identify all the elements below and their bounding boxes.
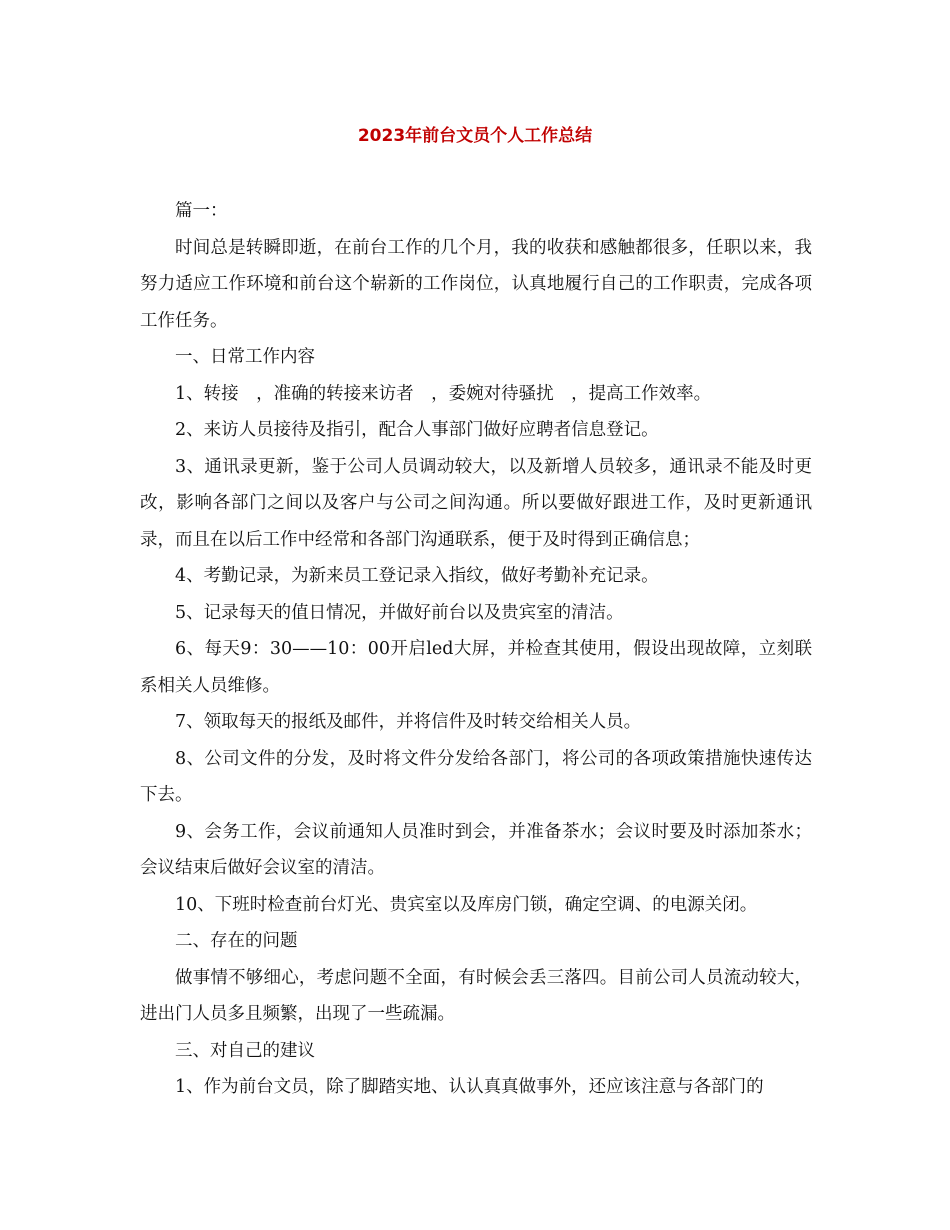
list-item: 1、作为前台文员，除了脚踏实地、认认真真做事外，还应该注意与各部门的 — [175, 1077, 764, 1097]
list-item: 3、通讯录更新，鉴于公司人员调动较大，以及新增人员较多，通讯录不能及时更改，影响各部门之间以及客户与公司之间沟通。所以要做好跟进工作，及时更新通讯录，而且在以后工作中经常和各部门沟通联系，便于及时得到正确信息； — [140, 456, 812, 550]
list-item: 5、记录每天的值日情况，并做好前台以及贵宾室的清洁。 — [175, 602, 624, 623]
list-item: 10、下班时检查前台灯光、贵宾室以及库房门锁，确定空调、的电源关闭。 — [175, 894, 758, 915]
list-item: 2、来访人员接待及指引，配合人事部门做好应聘者信息登记。 — [175, 420, 659, 440]
list-item: 7、领取每天的报纸及邮件，并将信件及时转交给相关人员。 — [175, 712, 642, 732]
section-heading: 一、日常工作内容 — [175, 347, 315, 367]
section-heading: 三、对自己的建议 — [175, 1040, 315, 1061]
list-item: 9、会务工作，会议前通知人员准时到会，并准备茶水；会议时要及时添加茶水；会议结束后做好会议室的清洁。 — [140, 821, 812, 878]
document-body — [140, 193, 812, 1106]
section-label: 篇一： — [175, 201, 228, 221]
list-item: 6、每天9：30——10：00开启led大屏，并检查其使用，假设出现故障，立刻联系相关人员维修。 — [140, 639, 812, 696]
list-item: 1、转接 ，准确的转接来访者 ，委婉对待骚扰 ，提高工作效率。 — [175, 383, 712, 404]
list-item: 4、考勤记录，为新来员工登记录入指纹，做好考勤补充记录。 — [175, 566, 659, 586]
paragraph: 做事情不够细心，考虑问题不全面，有时候会丢三落四。目前公司人员流动较大，进出门人员多且频繁，出现了一些疏漏。 — [140, 967, 812, 1024]
paragraph: 时间总是转瞬即逝，在前台工作的几个月，我的收获和感触都很多，任职以来，我努力适应工作环境和前台这个崭新的工作岗位，认真地履行自己的工作职责，完成各项工作任务。 — [140, 237, 812, 331]
list-item: 8、公司文件的分发，及时将文件分发给各部门，将公司的各项政策措施快速传达下去。 — [140, 748, 812, 805]
section-heading: 二、存在的问题 — [175, 931, 298, 951]
document-title: 2023年前台文员个人工作总结 — [357, 126, 593, 146]
